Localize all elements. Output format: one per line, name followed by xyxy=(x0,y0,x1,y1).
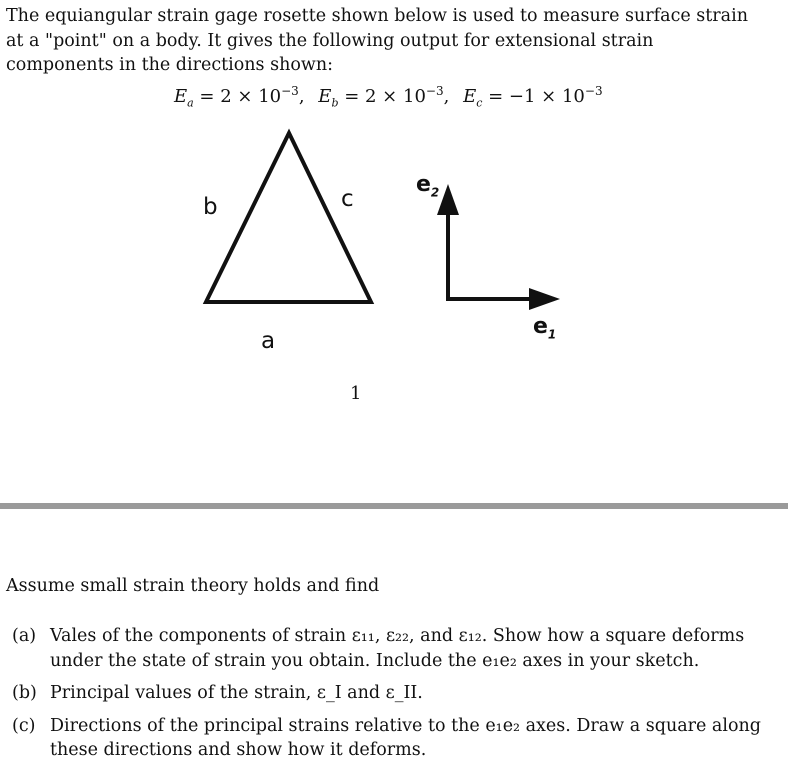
rosette-triangle xyxy=(206,133,371,302)
strain-a: $E_a = 2 \times 10^{-3}$, xyxy=(174,84,305,110)
e1-arrowhead xyxy=(529,288,560,310)
label-b: b xyxy=(203,194,218,220)
e2-arrowhead xyxy=(437,184,459,215)
page-divider xyxy=(0,503,788,509)
page-number: 1 xyxy=(350,383,362,404)
label-a: a xyxy=(261,328,276,354)
axis-e2-label: $e_2$ xyxy=(416,172,440,200)
assume-text: Assume small strain theory holds and find xyxy=(6,576,380,596)
question-parts xyxy=(12,624,772,771)
part-b: (b) Principal values of the strain, ε_I and ε_II. xyxy=(12,683,423,703)
part-a: (a) Vales of the components of strain ε₁₁, ε₂₂, and ε₁₂. Show how a square deforms under the state of strain you obtain. Include the e₁e₂ axes in your sketch. xyxy=(12,626,745,671)
strain-c: $E_c = -1 \times 10^{-3}$ xyxy=(463,84,603,110)
part-c: (c) Directions of the principal strains relative to the e₁e₂ axes. Draw a square along these directions and show how it deforms. xyxy=(12,715,761,760)
problem-intro: The equiangular strain gage rosette shown below is used to measure surface strain at a "point" on a body. It gives the following output for extensional strain components in the directions shown: xyxy=(6,6,748,75)
strain-b: $E_b = 2 \times 10^{-3}$, xyxy=(318,84,450,110)
axis-e1-label: $e_1$ xyxy=(533,314,557,342)
label-c: c xyxy=(341,186,354,212)
